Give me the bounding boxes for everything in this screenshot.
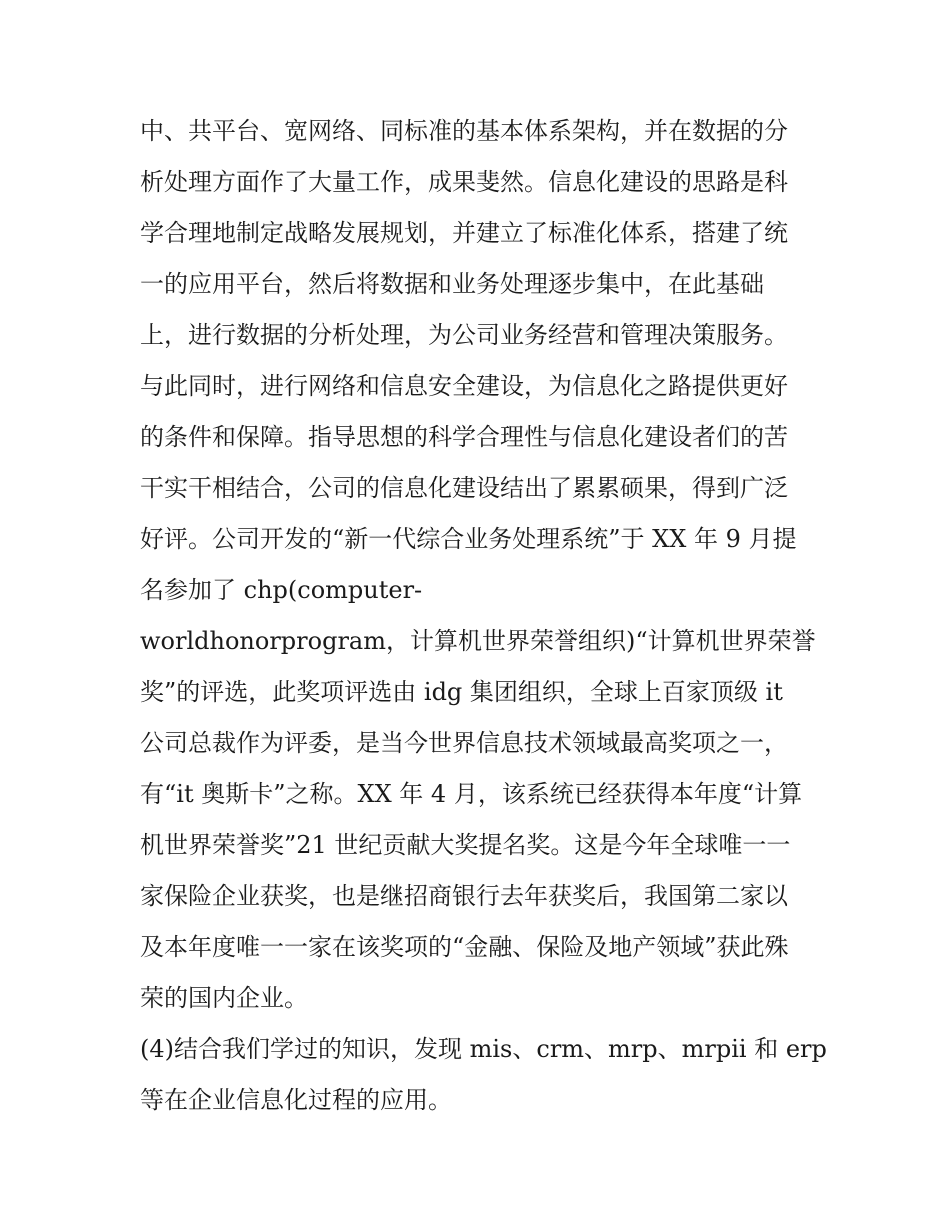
text-line: 与此同时，进行网络和信息安全建设，为信息化之路提供更好	[140, 372, 788, 400]
text-line: 干实干相结合，公司的信息化建设结出了累累硕果，得到广泛	[140, 474, 788, 502]
text-line: 机世界荣誉奖”21 世纪贡献大奖提名奖。这是今年全球唯一一	[140, 831, 791, 859]
text-line: 奖”的评选，此奖项评选由 idg 集团组织，全球上百家顶级 it	[140, 678, 783, 706]
text-line: 中、共平台、宽网络、同标准的基本体系架构，并在数据的分	[140, 117, 788, 145]
text-line: 等在企业信息化过程的应用。	[140, 1086, 452, 1114]
text-line: 好评。公司开发的“新一代综合业务处理系统”于 XX 年 9 月提	[140, 525, 797, 553]
text-line: 一的应用平台，然后将数据和业务处理逐步集中，在此基础	[140, 270, 764, 298]
text-line: 及本年度唯一一家在该奖项的“金融、保险及地产领域”获此殊	[140, 933, 789, 961]
text-line: 名参加了 chp(computer-	[140, 576, 423, 604]
text-line: 学合理地制定战略发展规划，并建立了标准化体系，搭建了统	[140, 219, 788, 247]
text-line: 上，进行数据的分析处理，为公司业务经营和管理决策服务。	[140, 321, 788, 349]
text-line: 公司总裁作为评委，是当今世界信息技术领域最高奖项之一，	[140, 729, 788, 757]
text-line: (4)结合我们学过的知识，发现 mis、crm、mrp、mrpii 和 erp	[140, 1035, 827, 1063]
text-line: worldhonorprogram，计算机世界荣誉组织)“计算机世界荣誉	[140, 627, 816, 655]
text-line: 析处理方面作了大量工作，成果斐然。信息化建设的思路是科	[140, 168, 788, 196]
text-line: 荣的国内企业。	[140, 984, 308, 1012]
text-line: 家保险企业获奖，也是继招商银行去年获奖后，我国第二家以	[140, 882, 788, 910]
body-text	[140, 106, 830, 1126]
text-line: 有“it 奥斯卡”之称。XX 年 4 月，该系统已经获得本年度“计算	[140, 780, 803, 808]
text-line: 的条件和保障。指导思想的科学合理性与信息化建设者们的苦	[140, 423, 788, 451]
